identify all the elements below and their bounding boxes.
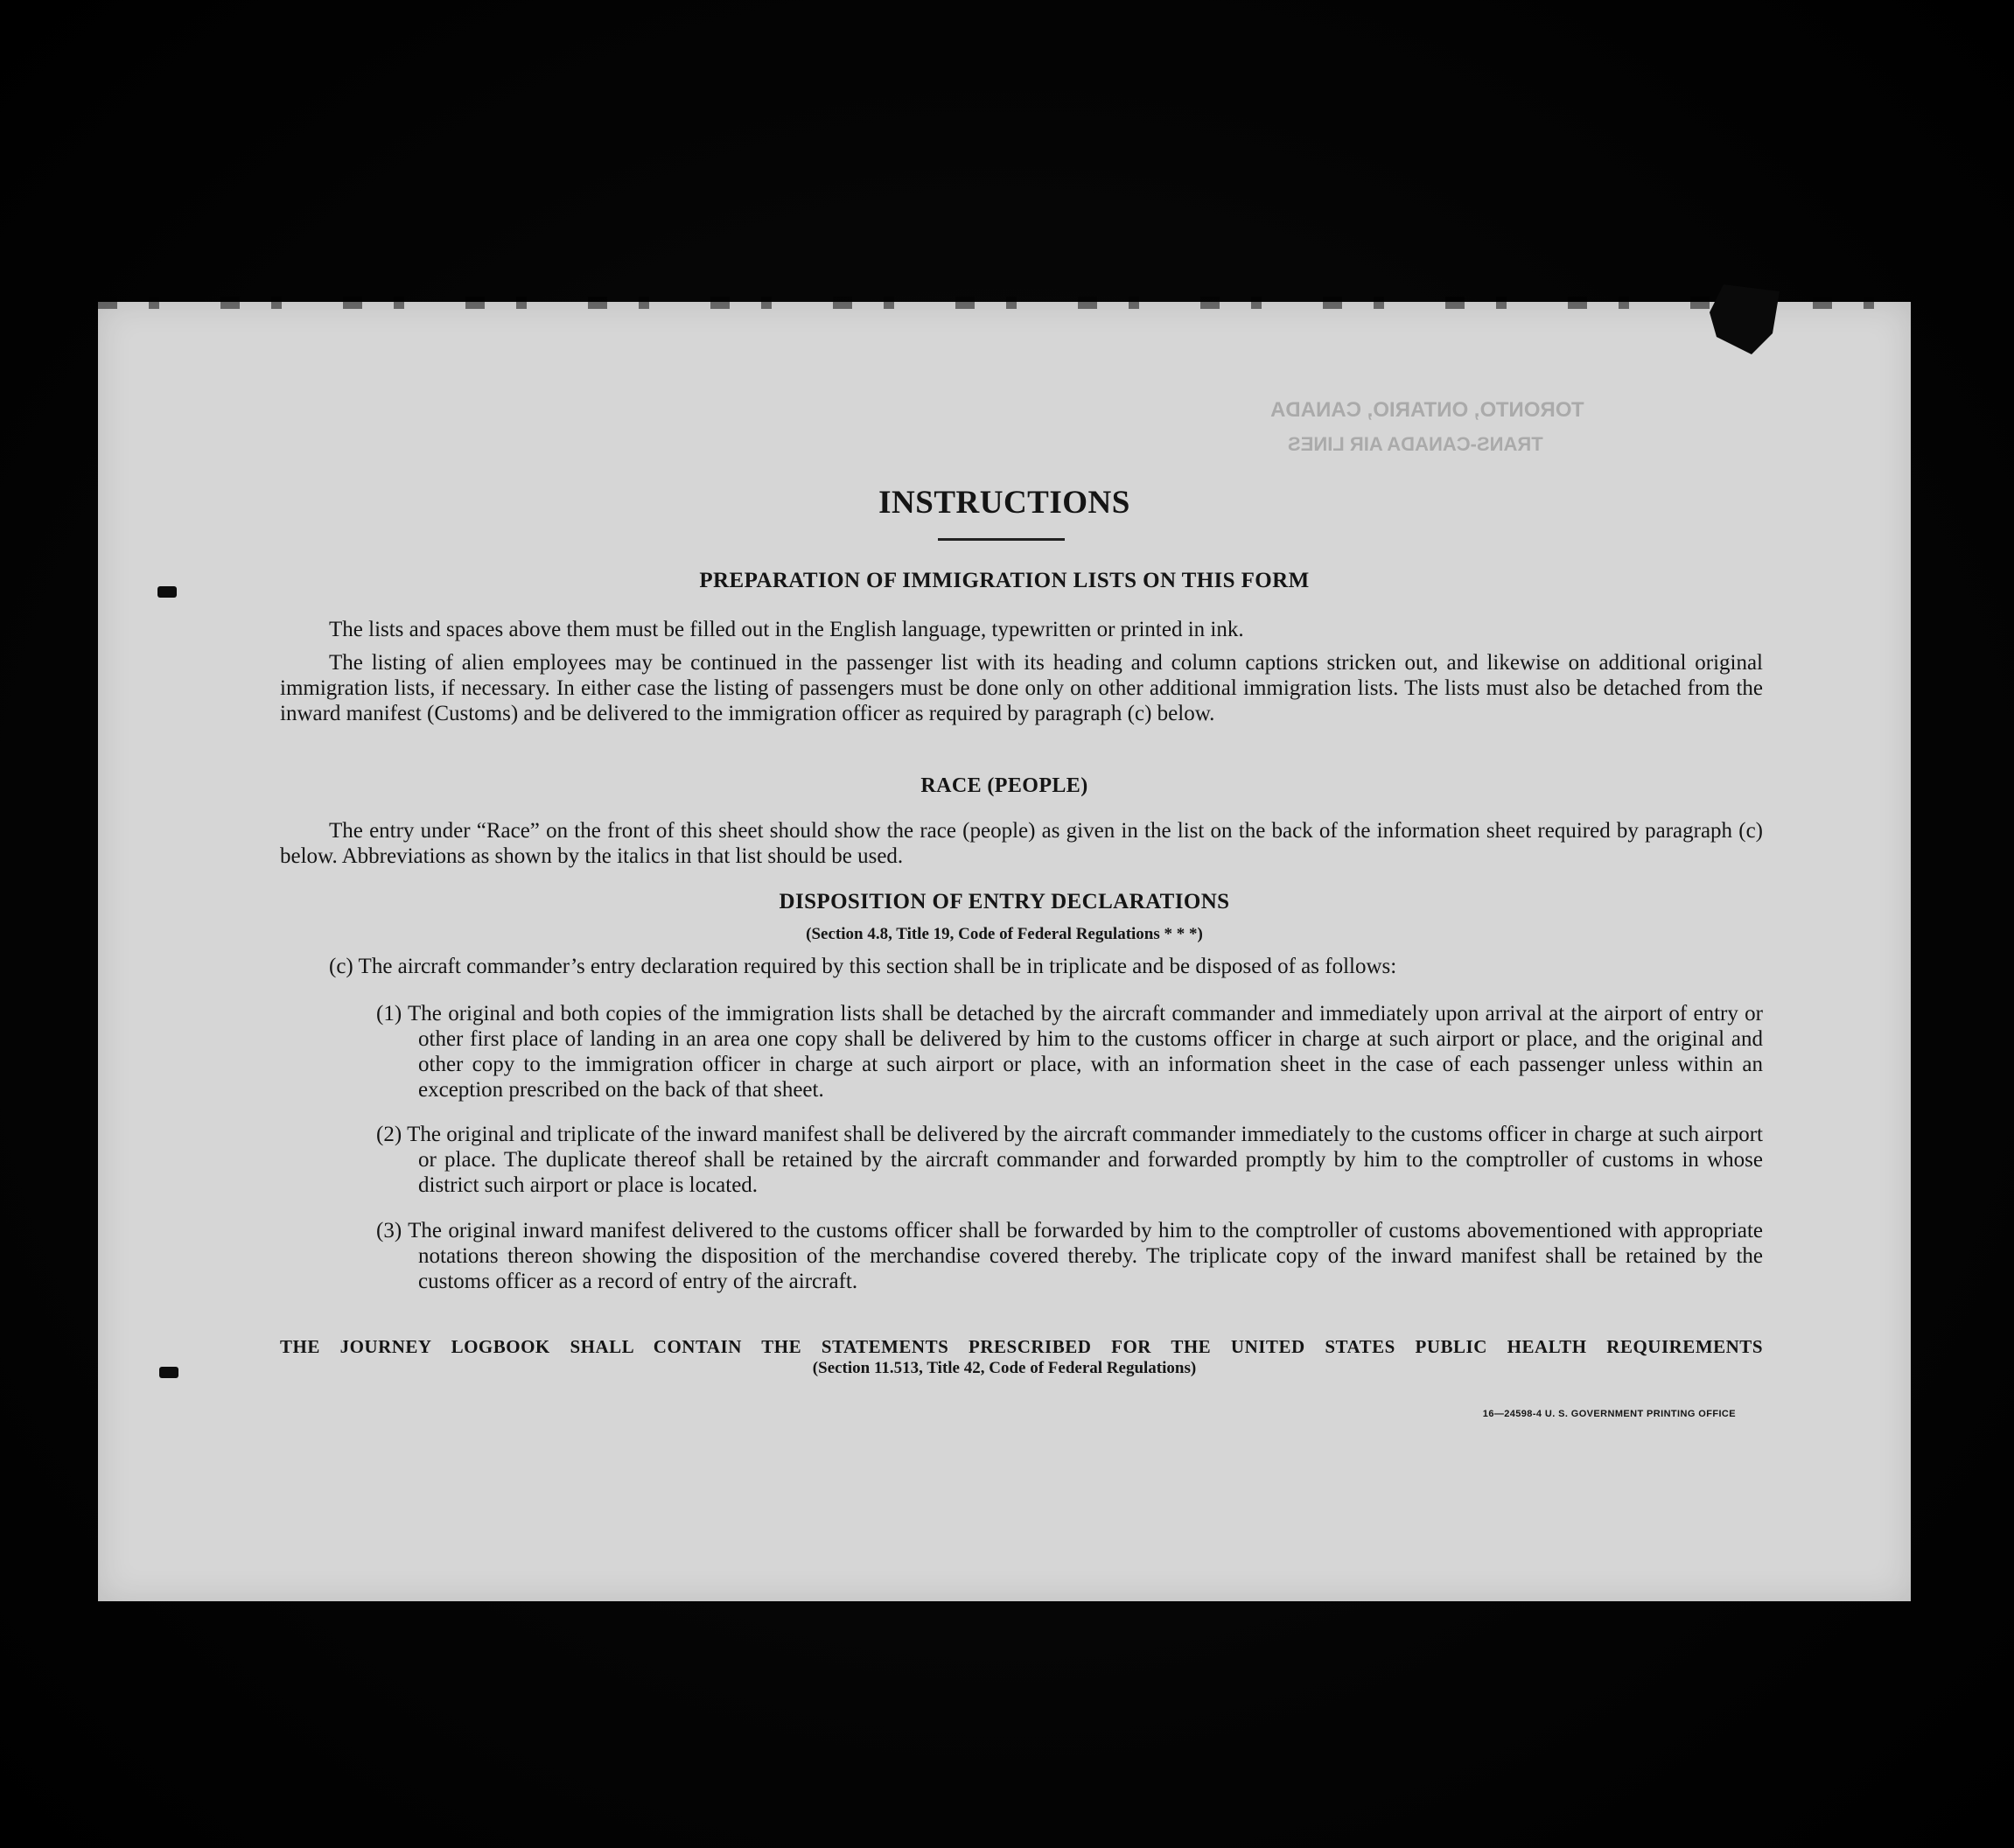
paragraph-english-language: The lists and spaces above them must be filled out in the English language, typewritten or printed in ink. (329, 618, 1244, 641)
bleed-through-text: TORONTO, ONTARIO, CANADA (1270, 398, 1584, 422)
section-heading-race: RACE (PEOPLE) (920, 774, 1088, 797)
bleed-through-text: TRANS-CANADA AIR LINES (1288, 433, 1543, 455)
logbook-note: THE JOURNEY LOGBOOK SHALL CONTAIN THE STATEMENTS PRESCRIBED FOR THE UNITED STATES PUBLIC HEALTH REQUIREMENTS (280, 1336, 1763, 1357)
document-content (98, 302, 1911, 1601)
list-item-2: (2) The original and triplicate of the inward manifest shall be delivered by the aircraft commander immediately to the customs officer in charge at such airport or place. The duplicate thereof shall be retained by the aircraft commander and forwarded promptly by him to the comptroller of customs in whose district such airport or place is located. (376, 1123, 1763, 1197)
page-title: INSTRUCTIONS (878, 485, 1130, 521)
title-underline (938, 538, 1065, 541)
document-page (98, 302, 1911, 1601)
list-item-1: (1) The original and both copies of the immigration lists shall be detached by the aircraft commander and immediately upon arrival at the airport of entry or other first place of landing in an area one copy shall be delivered by him to the customs officer in charge at such airport or place, and the original and other copy to the immigration officer in charge at such airport or place, with an information sheet in the case of each passenger unless within an exception prescribed on the back of that sheet. (376, 1002, 1763, 1102)
clause-c: (c) The aircraft commander’s entry declaration required by this section shall be in triplicate and be disposed of as follows: (329, 955, 1397, 978)
section-heading-preparation: PREPARATION OF IMMIGRATION LISTS ON THIS FORM (699, 569, 1310, 592)
paragraph-alien-employees: The listing of alien employees may be continued in the passenger list with its heading and column captions stricken out, and likewise on additional original immigration lists, if necessary. In either case the listing of passengers must be done only on other additional immigration lists. The lists must also be detached from the inward manifest (Customs) and be delivered to the immigration officer as required by paragraph (c) below. (280, 651, 1763, 725)
paragraph-race: The entry under “Race” on the front of this sheet should show the race (people) as given in the list on the back of the information sheet required by paragraph (c) below. Abbreviations as shown by the italics in that list should be used. (280, 819, 1763, 868)
printer-imprint: 16—24598-4 U. S. GOVERNMENT PRINTING OFFICE (1482, 1409, 1736, 1419)
section-heading-disposition: DISPOSITION OF ENTRY DECLARATIONS (779, 890, 1230, 914)
section-citation: (Section 4.8, Title 19, Code of Federal Regulations * * *) (806, 925, 1203, 943)
list-item-3: (3) The original inward manifest delivered to the customs officer shall be forwarded by him to the comptroller of customs abovementioned with appropriate notations thereon showing the disposition of the merchandise covered thereby. The triplicate copy of the inward manifest shall be retained by the customs officer as a record of entry of the aircraft. (376, 1219, 1763, 1293)
logbook-citation: (Section 11.513, Title 42, Code of Federal Regulations) (812, 1359, 1197, 1377)
